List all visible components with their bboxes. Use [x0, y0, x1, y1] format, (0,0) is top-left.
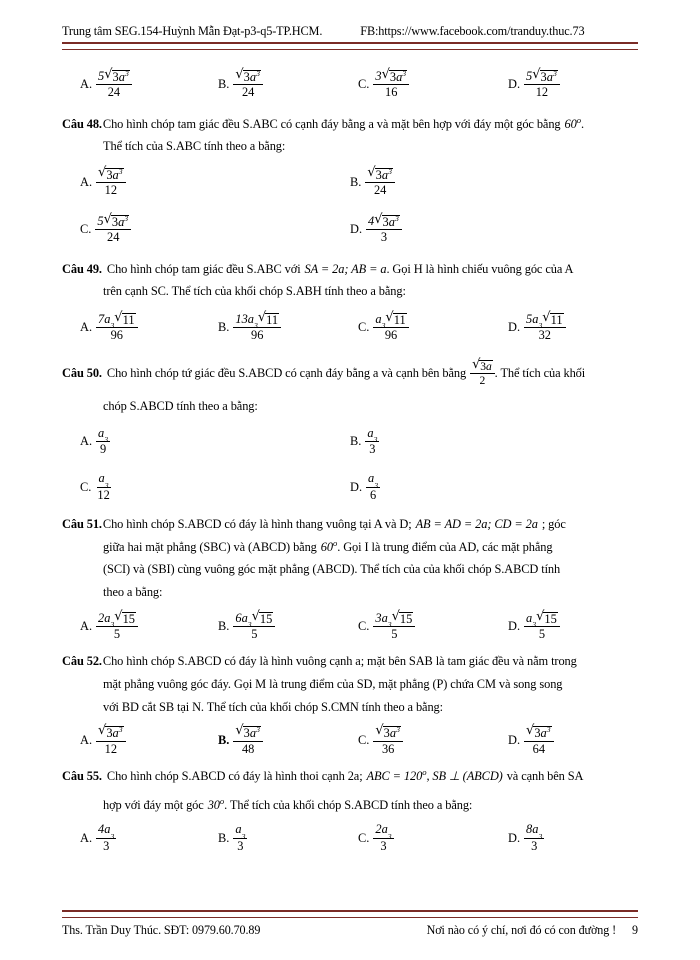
option-label: B.	[218, 76, 230, 91]
question-text-line2-tail: . Thể tích của khối chóp S.ABCD tính theo a bằng:	[224, 797, 473, 812]
question-math: SA = 2a; AB = a	[304, 261, 387, 276]
option-b[interactable]	[206, 725, 350, 756]
option-label: A.	[80, 618, 93, 633]
page-header	[62, 0, 638, 50]
option-c[interactable]	[350, 725, 494, 756]
question-label: Câu 48.	[62, 116, 102, 131]
option-b[interactable]	[350, 427, 638, 457]
option-label: B.	[218, 733, 230, 748]
header-facebook-link[interactable]: FB:https://www.facebook.com/tranduy.thuc.73	[360, 24, 585, 38]
option-c[interactable]	[350, 823, 494, 853]
option-value: a 3 √ 11 96	[373, 312, 408, 343]
option-value: 3 √ $3a^3$ 16	[373, 69, 409, 100]
option-d[interactable]	[494, 309, 638, 343]
question-text: Cho hình chóp tam giác đều S.ABC có cạnh đáy bằng a và mặt bên hợp với đáy một góc bằng	[102, 116, 561, 131]
option-value: 5 √ $3a^3$ 12	[524, 69, 560, 100]
option-value: a 3 3	[367, 425, 378, 456]
option-label: D.	[350, 479, 363, 494]
option-label: D.	[508, 618, 521, 633]
page-footer	[62, 910, 638, 938]
page-number: 9	[632, 923, 638, 937]
option-d[interactable]	[494, 608, 638, 642]
question-text-line2: mặt phẳng vuông góc đáy. Gọi M là trung điểm của SD, mặt phẳng (P) chứa CM và song song	[103, 677, 563, 692]
option-b[interactable]	[206, 823, 350, 853]
answer-row-49	[62, 309, 638, 343]
question-block-51	[62, 518, 638, 641]
question-text-line2: giữa hai mặt phẳng (SBC) và (ABCD) bằng	[103, 539, 317, 554]
option-b[interactable]	[350, 167, 638, 198]
option-label: A.	[80, 830, 93, 845]
option-label: D.	[508, 830, 521, 845]
question-text: Cho hình chóp S.ABCD có đáy là hình thoi cạnh 2a;	[106, 769, 363, 784]
header-center-name: Trung tâm SEG.154-Huỳnh Mẫn Đạt-p3-q5-TP.HCM.	[62, 24, 323, 38]
question-text-line2: hợp với đáy một góc	[103, 797, 204, 812]
answer-row-55	[62, 823, 638, 853]
option-value: √ $3a^3$ 48	[233, 725, 263, 756]
question-math: AB = AD = 2a; CD = 2a	[415, 517, 538, 532]
option-label: C.	[80, 479, 92, 494]
question-text-tail: . Gọi H là hình chiếu vuông góc của A	[386, 261, 574, 276]
option-a[interactable]	[62, 427, 350, 457]
option-a[interactable]	[62, 725, 206, 756]
option-value: 8 a 3 3	[526, 822, 543, 853]
option-label: D.	[508, 76, 521, 91]
option-label: C.	[358, 618, 370, 633]
option-c[interactable]	[350, 608, 494, 642]
option-value: a 3 √ 15 5	[524, 611, 560, 642]
header-rule	[62, 42, 638, 50]
option-value: 13 a 3 √ 11 96	[233, 312, 281, 343]
question-text: Cho hình chóp S.ABCD có đáy là hình vuông cạnh a; mặt bên SAB là tam giác đều và nằm trong	[102, 654, 577, 669]
question-text: Cho hình chóp S.ABCD có đáy là hình thang vuông tại A và D;	[102, 517, 412, 532]
option-value: √ $3a^3$ 24	[233, 69, 263, 100]
option-label: C.	[358, 733, 370, 748]
question-block-55	[62, 767, 638, 853]
option-b[interactable]	[206, 608, 350, 642]
answer-row-52	[62, 725, 638, 756]
option-label: B.	[218, 319, 230, 334]
option-value: √ $3a^3$ 12	[96, 725, 126, 756]
question-text: Cho hình chóp tam giác đều S.ABC với	[106, 261, 301, 276]
option-label: C.	[80, 221, 92, 236]
question-angle: 60$^o$	[564, 114, 581, 131]
question-text-line3: với BD cắt SB tại N. Thể tích của khối chóp S.CMN tính theo a bằng:	[103, 699, 443, 714]
question-angle: 60$^o$	[320, 537, 338, 554]
question-tail: .	[580, 116, 584, 131]
option-a[interactable]	[62, 167, 350, 198]
option-a[interactable]	[62, 608, 206, 642]
option-value: 7 a 3 √ 11 96	[96, 312, 137, 343]
option-value: 2 a 3 √ 15 5	[96, 611, 138, 642]
option-label: B.	[218, 618, 230, 633]
option-d[interactable]	[494, 823, 638, 853]
option-b[interactable]	[206, 309, 350, 343]
option-value: 3 a 3 √ 15 5	[373, 611, 415, 642]
option-value: 5 a 3 √ 11 32	[524, 312, 565, 343]
option-value: a 3 6	[368, 471, 379, 502]
option-label: B.	[218, 830, 230, 845]
document-body	[62, 50, 638, 853]
question-label: Câu 51.	[62, 517, 102, 532]
option-value: 5 √ $3a^3$ 24	[96, 69, 132, 100]
option-label: C.	[358, 76, 370, 91]
option-value: a 3 12	[97, 471, 110, 502]
inline-fraction: √ 3a 2	[470, 359, 495, 388]
option-c[interactable]	[62, 472, 350, 502]
option-label: B.	[350, 433, 362, 448]
question-block-50	[62, 356, 638, 502]
option-label: C.	[358, 830, 370, 845]
question-text-line2: trên cạnh SC. Thể tích của khối chóp S.ABH tính theo a bằng:	[103, 284, 406, 299]
option-value: 4 a 3 3	[98, 822, 115, 853]
option-value: a 3 9	[98, 425, 109, 456]
option-value: a 3 3	[235, 822, 246, 853]
option-label: A.	[80, 174, 93, 189]
option-label: D.	[350, 221, 363, 236]
question-text-line2: Thể tích của S.ABC tính theo a bằng:	[103, 139, 286, 154]
question-label: Câu 50.	[62, 365, 102, 380]
question-text-tail: ; góc	[541, 517, 566, 532]
option-c[interactable]	[350, 69, 494, 100]
option-value: √ $3a^3$ 64	[524, 725, 554, 756]
option-a[interactable]	[62, 69, 206, 100]
question-math-perp: , SB ⊥ (ABCD)	[426, 769, 503, 784]
option-label: A.	[80, 733, 93, 748]
option-d[interactable]	[350, 211, 638, 245]
question-text-line2: chóp S.ABCD tính theo a bằng:	[103, 398, 258, 413]
footer-rule	[62, 910, 638, 918]
footer-motto: Nơi nào có ý chí, nơi đó có con đường !	[426, 923, 617, 937]
option-label: A.	[80, 76, 93, 91]
question-text-tail: và cạnh bên SA	[506, 769, 584, 784]
option-label: A.	[80, 433, 93, 448]
answer-grid-50	[62, 427, 638, 503]
option-label: C.	[358, 319, 370, 334]
option-label: A.	[80, 319, 93, 334]
option-a[interactable]	[62, 309, 206, 343]
question-block-48	[62, 114, 638, 245]
answer-row-51	[62, 608, 638, 642]
question-angle: 30$^o$	[207, 795, 225, 812]
option-d[interactable]	[494, 69, 638, 100]
option-label: D.	[508, 733, 521, 748]
question-label: Câu 49.	[62, 261, 102, 276]
question-math-angle-abc: ABC = $120^o$	[366, 767, 427, 784]
option-label: B.	[350, 174, 362, 189]
option-label: D.	[508, 319, 521, 334]
option-value: √ $3a^3$ 12	[96, 167, 126, 198]
question-label: Câu 52.	[62, 654, 102, 669]
option-c[interactable]	[350, 309, 494, 343]
option-value: 5 √ $3a^3$ 24	[95, 214, 131, 245]
question-block-52	[62, 655, 638, 756]
question-text-line4: theo a bằng:	[103, 584, 163, 599]
option-value: √ $3a^3$ 36	[373, 725, 403, 756]
question-text-tail: . Thể tích của khối	[494, 365, 586, 380]
option-value: 6 a 3 √ 15 5	[233, 611, 275, 642]
option-a[interactable]	[62, 823, 206, 853]
option-c[interactable]	[62, 211, 350, 245]
question-text-line2-tail: . Gọi I là trung điểm của AD, các mặt phẳng	[337, 539, 553, 554]
answer-grid-48	[62, 167, 638, 245]
option-value: 2 a 3 3	[375, 822, 392, 853]
option-value: √ $3a^3$ 24	[365, 167, 395, 198]
option-value: 4 √ $3a^3$ 3	[366, 214, 402, 245]
question-text-line3: (SCI) và (SBI) cùng vuông góc mặt phẳng (ABCD). Thể tích của của khối chóp S.ABCD tính	[103, 562, 561, 577]
answer-row-top	[62, 69, 638, 100]
question-block-49	[62, 263, 638, 343]
footer-author-contact: Ths. Trần Duy Thúc. SĐT: 0979.60.70.89	[62, 923, 261, 937]
option-d[interactable]	[494, 725, 638, 756]
option-b[interactable]	[206, 69, 350, 100]
question-label: Câu 55.	[62, 769, 102, 784]
question-text: Cho hình chóp tứ giác đều S.ABCD có cạnh đáy bằng a và cạnh bên bằng	[106, 365, 467, 380]
option-d[interactable]	[350, 472, 638, 502]
